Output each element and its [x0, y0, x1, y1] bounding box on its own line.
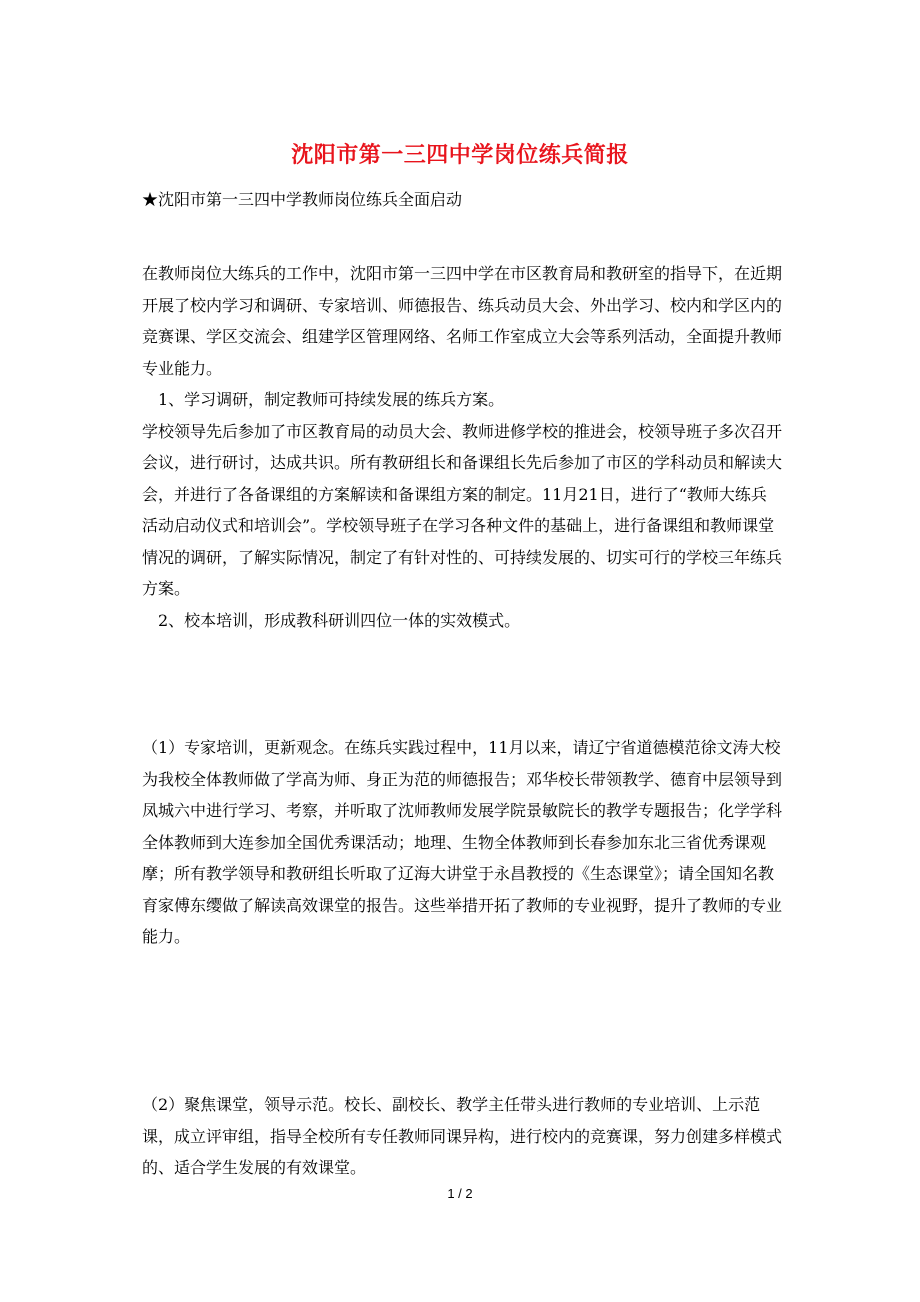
paragraph-1: 学校领导先后参加了市区教育局的动员大会、教师进修学校的推进会，校领导班子多次召开会议，进行研讨，达成共识。所有教研组长和备课组长先后参加了市区的学科动员和解读大会，并进行了各备课组的方案解读和备课组方案的制定。11月21日，进行了“教师大练兵活动启动仪式和培训会”。学校领导班子在学习各种文件的基础上，进行备课组和教师课堂情况的调研，了解实际情况，制定了有针对性的、可持续发展的、切实可行的学校三年练兵方案。 — [142, 421, 783, 598]
paragraph-2: （1）专家培训，更新观念。在练兵实践过程中，11月以来，请辽宁省道德模范徐文涛大校为我校全体教师做了学高为师、身正为范的师德报告；邓华校长带领教学、德育中层领导到凤城六中进行学习、考察，并听取了沈师教师发展学院景敏院长的教学专题报告；化学学科全体教师到大连参加全国优秀课活动；地理、生物全体教师到长春参加东北三省优秀课观摩；所有教学领导和教研组长听取了辽海大讲堂于永昌教授的《生态课堂》；请全国知名教育家傅东缨做了解读高效课堂的报告。这些举措开拓了教师的专业视野，提升了教师的专业能力。 — [142, 738, 783, 946]
section-heading-1: 1、学习调研，制定教师可持续发展的练兵方案。 — [158, 390, 505, 409]
page-indicator: 1 / 2 — [447, 1186, 473, 1201]
section-training — [142, 732, 782, 953]
section-heading-2: 2、校本培训，形成教科研训四位一体的实效模式。 — [158, 610, 521, 630]
section-classroom — [142, 1089, 782, 1184]
intro-paragraph: 在教师岗位大练兵的工作中，沈阳市第一三四中学在市区教育局和教研室的指导下，在近期开展了校内学习和调研、专家培训、师德报告、练兵动员大会、外出学习、校内和学区内的竞赛课、学区交流会、组建学区管理网络、名师工作室成立大会等系列活动，全面提升教师专业能力。 — [142, 264, 783, 378]
subtitle: ★沈阳市第一三四中学教师岗位练兵全面启动 — [142, 190, 463, 209]
page-title: 沈阳市第一三四中学岗位练兵简报 — [291, 142, 629, 168]
paragraph-3: （2）聚焦课堂，领导示范。校长、副校长、教学主任带头进行教师的专业培训、上示范课，成立评审组，指导全校所有专任教师同课异构，进行校内的竞赛课，努力创建多样模式的、适合学生发展的有效课堂。 — [142, 1095, 783, 1177]
section-intro — [142, 258, 782, 636]
